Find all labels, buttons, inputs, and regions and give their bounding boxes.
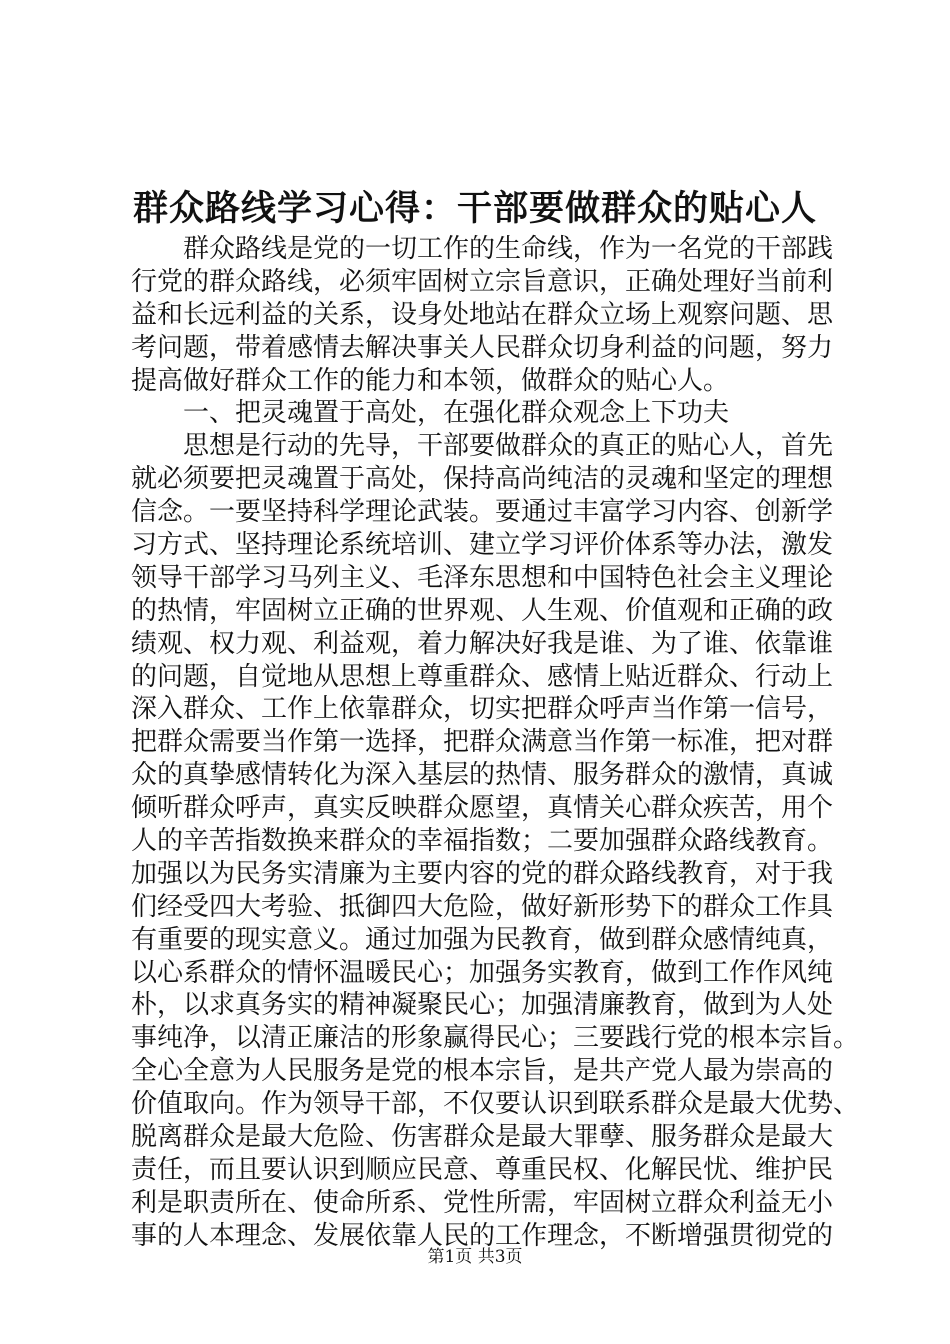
body-line: 深入群众、工作上依靠群众，切实把群众呼声当作第一信号， xyxy=(131,694,834,725)
page-indicator: 第1页 共3页 xyxy=(427,1247,523,1267)
body-line: 把群众需要当作第一选择，把群众满意当作第一标准，把对群 xyxy=(131,727,834,758)
body-line: 提高做好群众工作的能力和本领，做群众的贴心人。 xyxy=(131,365,730,396)
body-line: 就必须要把灵魂置于高处，保持高尚纯洁的灵魂和坚定的理想 xyxy=(131,464,834,495)
body-line: 加强以为民务实清廉为主要内容的党的群众路线教育，对于我 xyxy=(131,858,834,889)
body-line: 朴，以求真务实的精神凝聚民心；加强清廉教育，做到为人处 xyxy=(131,990,834,1021)
body-line: 有重要的现实意义。通过加强为民教育，做到群众感情纯真， xyxy=(131,924,834,955)
body-line: 倾听群众呼声，真实反映群众愿望，真情关心群众疾苦，用个 xyxy=(131,793,834,824)
body-line: 事纯净，以清正廉洁的形象赢得民心；三要践行党的根本宗旨。 xyxy=(131,1023,860,1054)
body-line: 众的真挚感情转化为深入基层的热情、服务群众的激情，真诚 xyxy=(131,760,834,791)
body-line: 考问题，带着感情去解决事关人民群众切身利益的问题，努力 xyxy=(131,332,834,363)
body-line: 益和长远利益的关系，设身处地站在群众立场上观察问题、思 xyxy=(131,299,834,330)
body-line: 群众路线是党的一切工作的生命线，作为一名党的干部践 xyxy=(183,234,834,264)
body-line: 的问题，自觉地从思想上尊重群众、感情上贴近群众、行动上 xyxy=(131,661,834,692)
body-line: 事的人本理念、发展依靠人民的工作理念，不断增强贯彻党的 xyxy=(131,1220,834,1251)
body-line: 们经受四大考验、抵御四大危险，做好新形势下的群众工作具 xyxy=(131,891,834,922)
body-line: 责任，而且要认识到顺应民意、尊重民权、化解民忧、维护民 xyxy=(131,1154,834,1185)
body-line: 行党的群众路线，必须牢固树立宗旨意识，正确处理好当前利 xyxy=(131,266,834,297)
body-line: 价值取向。作为领导干部，不仅要认识到联系群众是最大优势、 xyxy=(131,1089,860,1120)
body-line: 领导干部学习马列主义、毛泽东思想和中国特色社会主义理论 xyxy=(131,562,834,593)
body-line: 习方式、坚持理论系统培训、建立学习评价体系等办法，激发 xyxy=(131,530,834,561)
body-line: 信念。一要坚持科学理论武装。要通过丰富学习内容、创新学 xyxy=(131,497,834,528)
body-line: 绩观、权力观、利益观，着力解决好我是谁、为了谁、依靠谁 xyxy=(131,628,834,659)
body-line: 以心系群众的情怀温暖民心；加强务实教育，做到工作作风纯 xyxy=(131,957,834,988)
body-line: 的热情，牢固树立正确的世界观、人生观、价值观和正确的政 xyxy=(131,595,834,626)
body-line: 人的辛苦指数换来群众的幸福指数；二要加强群众路线教育。 xyxy=(131,826,834,857)
body-line: 全心全意为人民服务是党的根本宗旨，是共产党人最为崇高的 xyxy=(131,1056,834,1087)
body-line: 一、把灵魂置于高处，在强化群众观念上下功夫 xyxy=(183,398,730,429)
body-line: 思想是行动的先导，干部要做群众的真正的贴心人，首先 xyxy=(183,431,834,462)
document-body xyxy=(131,233,860,1253)
document-title: 群众路线学习心得：干部要做群众的贴心人 xyxy=(132,188,817,229)
body-line: 利是职责所在、使命所系、党性所需，牢固树立群众利益无小 xyxy=(131,1187,834,1218)
body-line: 脱离群众是最大危险、伤害群众是最大罪孽、服务群众是最大 xyxy=(131,1122,834,1153)
